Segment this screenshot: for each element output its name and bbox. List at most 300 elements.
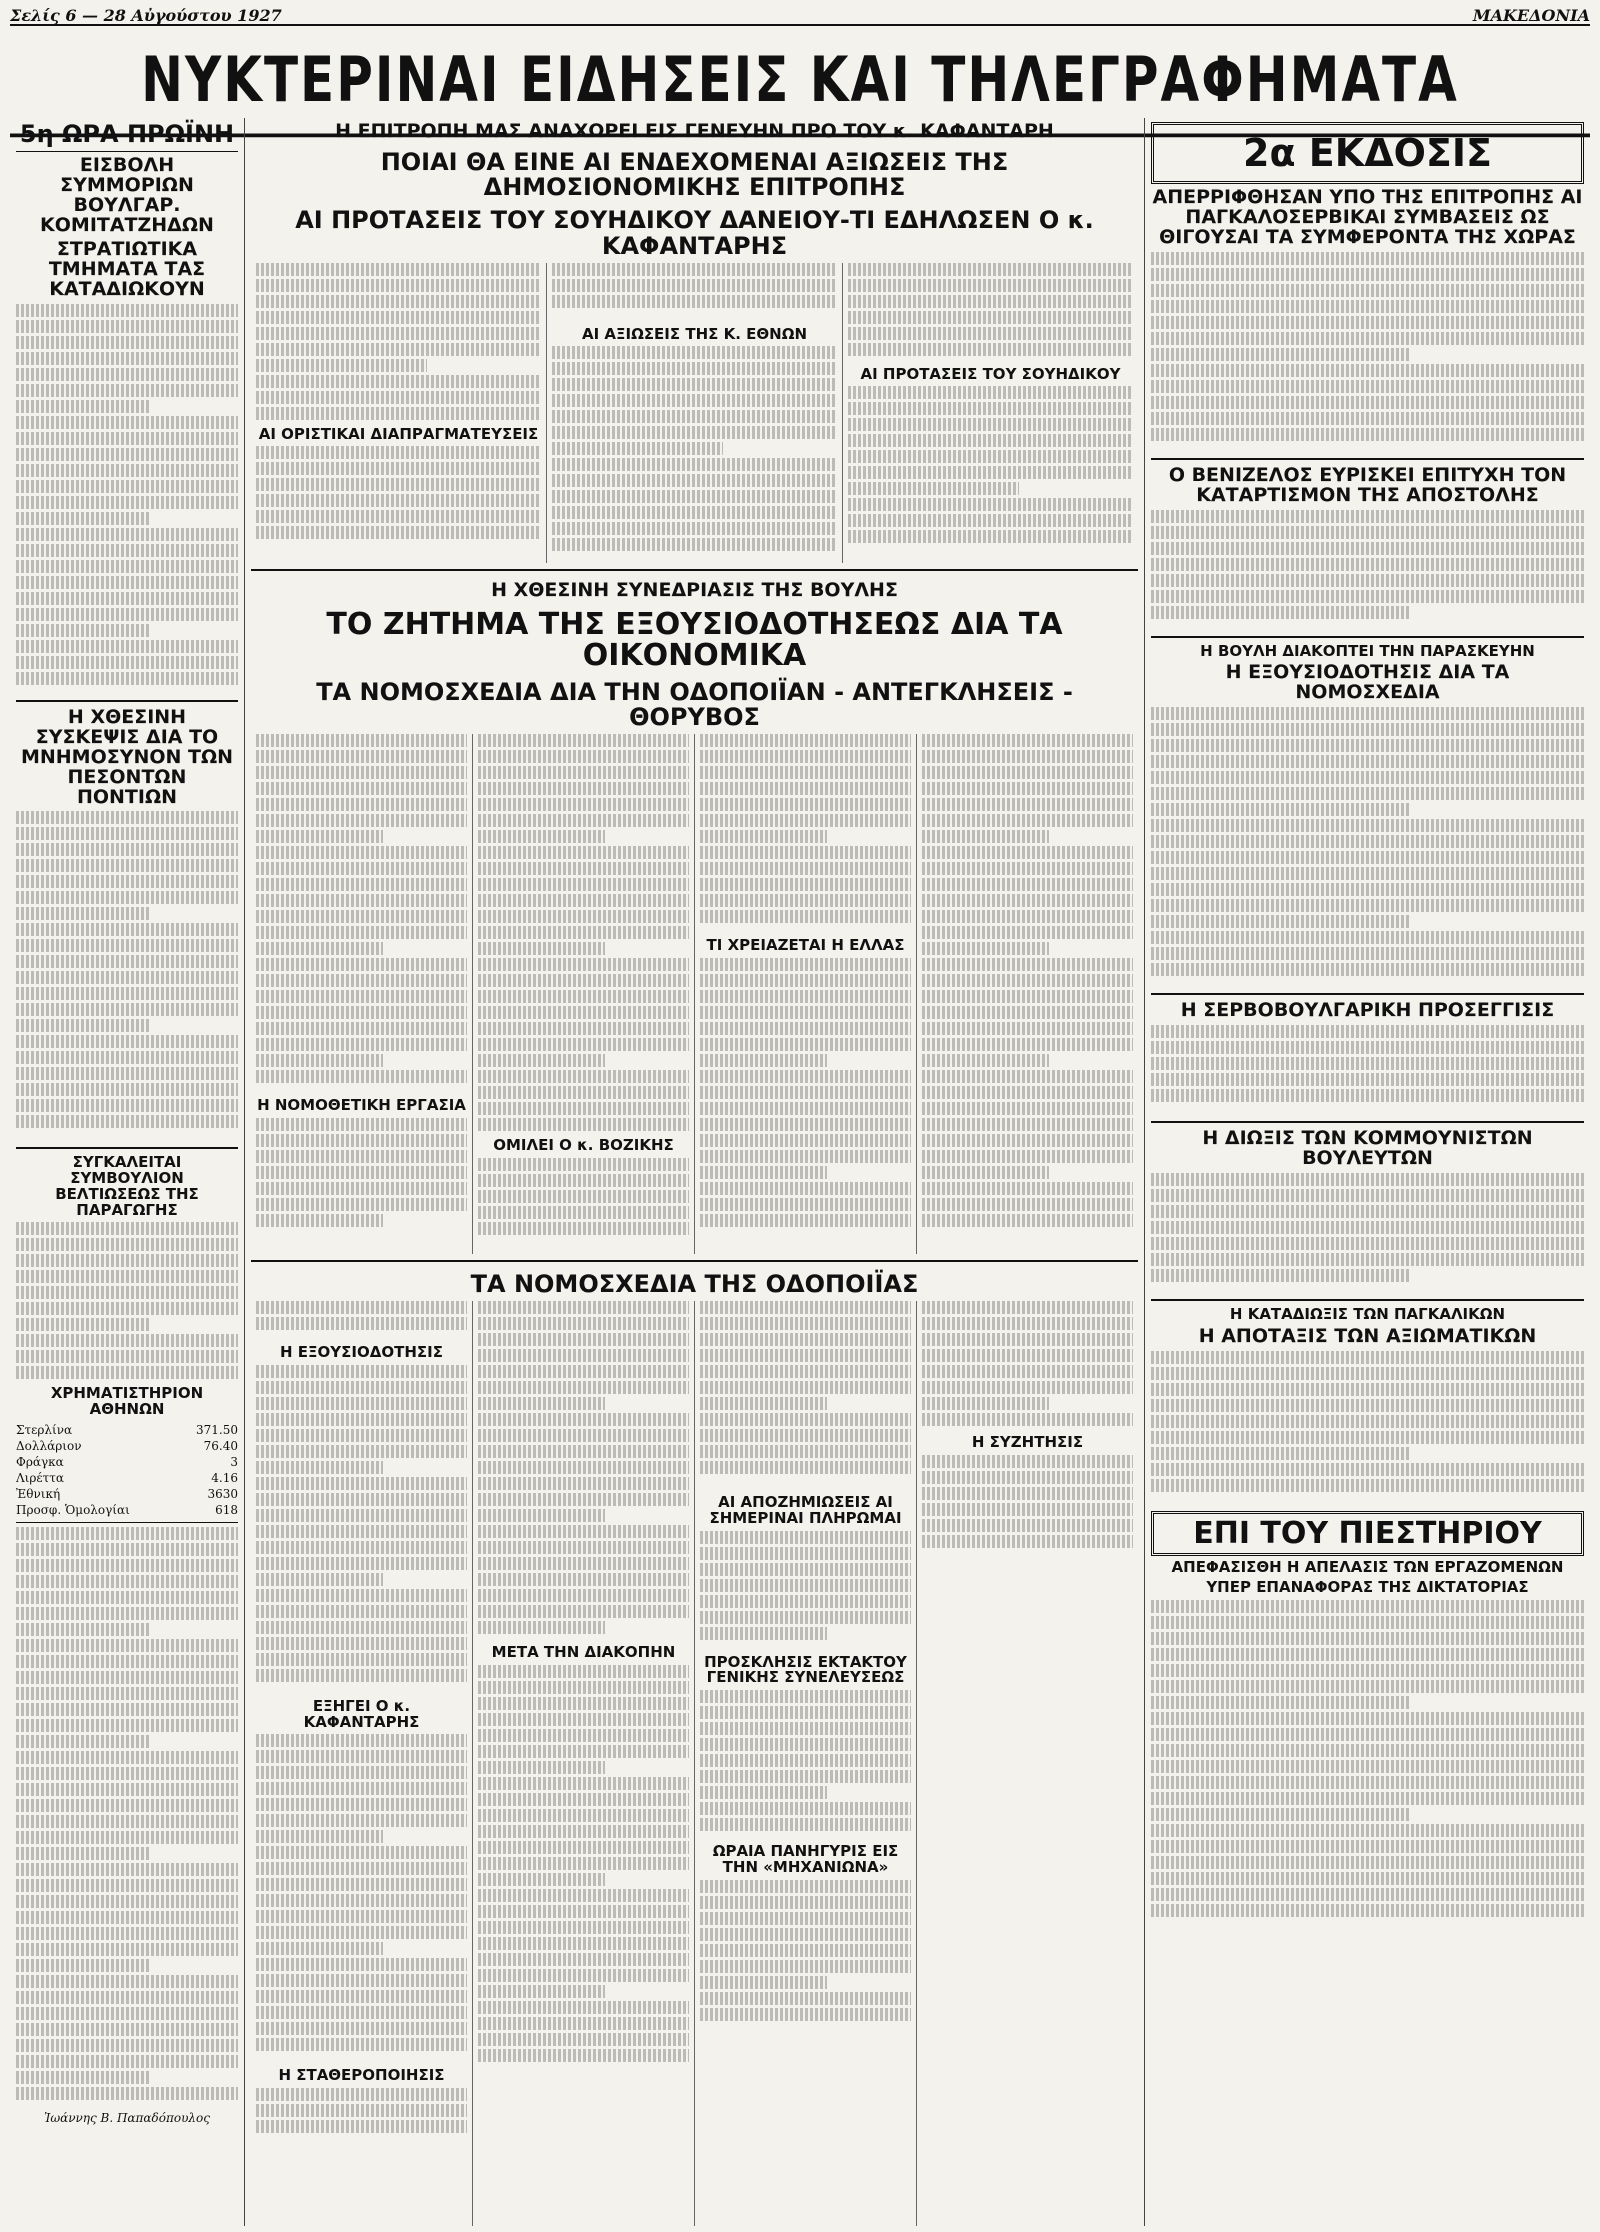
text-line	[256, 2022, 467, 2035]
text-line	[478, 1461, 689, 1474]
text-line	[256, 830, 383, 843]
text-line	[700, 1038, 911, 1051]
text-line	[1151, 1776, 1584, 1789]
text-line	[478, 766, 689, 779]
text-line	[256, 327, 541, 340]
text-line	[1151, 931, 1584, 944]
text-line	[922, 1070, 1133, 1083]
text-line	[1151, 1189, 1584, 1202]
text-line	[700, 1445, 911, 1458]
text-line	[478, 1022, 689, 1035]
text-line	[1151, 803, 1411, 816]
stock-name: Λιρέττα	[16, 1470, 65, 1485]
text-line	[16, 827, 238, 840]
text-line	[1151, 1463, 1584, 1476]
text-line	[700, 990, 911, 1003]
text-line	[16, 1099, 238, 1112]
text-line	[256, 1429, 467, 1442]
text-line	[1151, 380, 1584, 393]
text-line	[848, 295, 1133, 308]
text-line	[922, 1150, 1133, 1163]
article-body	[1151, 707, 1584, 987]
text-line	[478, 1841, 689, 1854]
text-line	[1151, 316, 1584, 329]
hour-headline: 5η ΩΡΑ ΠΡΩΪΝΗ	[19, 120, 235, 148]
text-line	[1151, 396, 1584, 409]
left-headline-2: ΣΤΡΑΤΙΩΤΙΚΑ ΤΜΗΜΑΤΑ ΤΑΣ ΚΑΤΑΔΙΩΚΟΥΝ	[48, 237, 206, 300]
text-line	[1151, 1173, 1584, 1186]
text-line	[1151, 1664, 1584, 1677]
text-line	[256, 1006, 467, 1019]
text-line	[478, 1681, 689, 1694]
text-line	[1151, 1680, 1584, 1693]
text-line	[16, 2023, 238, 2036]
text-line	[256, 1734, 467, 1747]
text-line	[256, 1878, 467, 1891]
text-line	[922, 1022, 1133, 1035]
text-line	[1151, 300, 1584, 313]
text-line	[256, 1022, 467, 1035]
article-body	[16, 304, 238, 694]
left-headline-4: ΣΥΓΚΑΛΕΙΤΑΙ ΣΥΜΒΟΥΛΙΟΝ ΒΕΛΤΙΩΣΕΩΣ ΤΗΣ ΠΑΡΑΓΩΓΗΣ	[55, 1153, 199, 1219]
text-line	[1151, 268, 1584, 281]
text-line	[922, 910, 1133, 923]
text-line	[16, 1575, 238, 1588]
text-line	[16, 1019, 149, 1032]
text-line	[256, 1894, 467, 1907]
text-line	[256, 910, 467, 923]
text-line	[478, 1429, 689, 1442]
text-line	[552, 279, 837, 292]
text-line	[700, 1912, 911, 1925]
text-line	[16, 1943, 238, 1956]
text-line	[1151, 1712, 1584, 1725]
text-line	[700, 1928, 911, 1941]
text-line	[16, 608, 238, 621]
text-line	[700, 1317, 911, 1330]
text-line	[478, 1317, 689, 1330]
text-line	[256, 958, 467, 971]
text-line	[16, 1703, 238, 1716]
text-line	[1151, 606, 1411, 619]
text-line	[700, 1086, 911, 1099]
text-line	[478, 1937, 689, 1950]
subhead: ΜΕΤΑ ΤΗΝ ΔΙΑΚΟΠΗΝ	[491, 1643, 676, 1662]
subhead: ΕΞΗΓΕΙ Ο κ. ΚΑΦΑΝΤΑΡΗΣ	[303, 1696, 420, 1731]
stock-row	[16, 1502, 238, 1518]
text-line	[256, 1605, 467, 1618]
text-line	[700, 878, 911, 891]
text-line	[700, 798, 911, 811]
text-line	[256, 782, 467, 795]
text-line	[700, 1722, 911, 1735]
text-line	[16, 1639, 238, 1652]
text-line	[922, 782, 1133, 795]
text-line	[16, 368, 238, 381]
text-line	[478, 1905, 689, 1918]
text-line	[256, 1958, 467, 1971]
text-line	[16, 1623, 149, 1636]
text-line	[552, 346, 837, 359]
text-line	[1151, 1616, 1584, 1629]
text-line	[478, 814, 689, 827]
text-line	[478, 1222, 689, 1235]
text-line	[700, 814, 911, 827]
text-line	[16, 384, 238, 397]
text-line	[848, 327, 1133, 340]
text-line	[16, 1719, 238, 1732]
text-line	[700, 1413, 911, 1426]
text-line	[478, 1038, 689, 1051]
text-line	[1151, 1808, 1411, 1821]
text-line	[478, 1589, 689, 1602]
article-body	[1151, 510, 1584, 630]
text-line	[256, 295, 541, 308]
right-column	[1145, 118, 1590, 2226]
text-line	[848, 311, 1133, 324]
text-line	[552, 362, 837, 375]
right-headline-2: Ο ΒΕΝΙΖΕΛΟΣ ΕΥΡΙΣΚΕΙ ΕΠΙΤΥΧΗ ΤΟΝ ΚΑΤΑΡΤΙΣΜΟΝ ΤΗΣ ΑΠΟΣΤΟΛΗΣ	[1168, 463, 1567, 506]
text-line	[478, 1413, 689, 1426]
text-line	[1151, 1744, 1584, 1757]
text-line	[700, 1198, 911, 1211]
text-line	[1151, 1253, 1584, 1266]
text-line	[16, 352, 238, 365]
text-line	[848, 434, 1133, 447]
text-line	[256, 359, 427, 372]
text-line	[16, 971, 238, 984]
text-line	[478, 1697, 689, 1710]
text-line	[848, 418, 1133, 431]
text-line	[478, 1921, 689, 1934]
text-line	[16, 859, 238, 872]
text-line	[16, 891, 238, 904]
text-line	[16, 1334, 238, 1347]
text-line	[552, 442, 723, 455]
text-line	[922, 1166, 1049, 1179]
text-line	[16, 416, 238, 429]
text-line	[256, 526, 541, 539]
text-line	[256, 1166, 467, 1179]
right-headline-3: Η ΒΟΥΛΗ ΔΙΑΚΟΠΤΕΙ ΤΗΝ ΠΑΡΑΣΚΕΥΗΝ	[1200, 641, 1535, 660]
text-line	[16, 1559, 238, 1572]
text-line	[16, 1238, 238, 1251]
text-line	[256, 2120, 467, 2133]
text-line	[1151, 867, 1584, 880]
text-line	[478, 1118, 689, 1131]
left-headline-3: Η ΧΘΕΣΙΝΗ ΣΥΣΚΕΨΙΣ ΔΙΑ ΤΟ ΜΝΗΜΟΣΥΝΟΝ ΤΩΝ ΠΕΣΟΝΤΩΝ ΠΟΝΤΙΩΝ	[20, 705, 234, 808]
text-line	[478, 1349, 689, 1362]
text-line	[848, 263, 1133, 276]
text-line	[256, 1214, 383, 1227]
stock-name: Δολλάριον	[16, 1438, 82, 1453]
text-line	[16, 1543, 238, 1556]
text-line	[478, 2017, 689, 2030]
text-line	[256, 990, 467, 1003]
text-line	[16, 1671, 238, 1684]
text-line	[700, 1301, 911, 1314]
text-line	[700, 1579, 911, 1592]
text-line	[256, 446, 541, 459]
text-line	[922, 1054, 1049, 1067]
text-line	[700, 1461, 911, 1474]
stock-row	[16, 1470, 238, 1486]
text-line	[922, 734, 1133, 747]
text-line	[256, 1589, 467, 1602]
text-line	[552, 522, 837, 535]
text-line	[16, 432, 238, 445]
text-line	[256, 462, 541, 475]
text-line	[700, 1214, 911, 1227]
text-line	[1151, 1221, 1584, 1234]
text-line	[478, 1190, 689, 1203]
text-line	[256, 1493, 467, 1506]
text-line	[552, 538, 837, 551]
text-line	[922, 830, 1049, 843]
subhead: ΩΡΑΙΑ ΠΑΝΗΓΥΡΙΣ ΕΙΣ ΤΗΝ «ΜΗΧΑΝΙΩΝΑ»	[712, 1842, 899, 1876]
text-line	[478, 1381, 689, 1394]
stock-row	[16, 1486, 238, 1502]
text-line	[700, 1802, 911, 1815]
text-line	[256, 766, 467, 779]
text-line	[478, 1509, 605, 1522]
text-line	[256, 1990, 467, 2003]
text-line	[1151, 526, 1584, 539]
text-line	[700, 1531, 911, 1544]
text-line	[848, 498, 1133, 511]
text-line	[16, 1366, 238, 1379]
article-body	[16, 811, 238, 1141]
text-line	[700, 862, 911, 875]
text-line	[700, 1770, 911, 1783]
text-line	[16, 304, 238, 317]
stock-value: 4.16	[211, 1470, 238, 1485]
text-line	[256, 1846, 467, 1859]
text-line	[256, 1198, 467, 1211]
text-line	[478, 1969, 689, 1982]
text-line	[478, 1745, 689, 1758]
text-line	[16, 1115, 238, 1128]
text-line	[1151, 590, 1584, 603]
text-line	[848, 450, 1133, 463]
text-line	[16, 1687, 238, 1700]
subhead: ΑΙ ΠΡΟΤΑΣΕΙΣ ΤΟΥ ΣΟΥΗΔΙΚΟΥ	[860, 364, 1121, 383]
text-line	[16, 512, 149, 525]
text-line	[16, 1847, 149, 1860]
article-body	[1151, 1600, 1584, 1930]
text-line	[1151, 1399, 1584, 1412]
text-line	[478, 974, 689, 987]
text-line	[256, 407, 541, 420]
text-line	[478, 1985, 605, 1998]
text-line	[256, 1134, 467, 1147]
text-line	[1151, 542, 1584, 555]
text-line	[922, 1349, 1133, 1362]
text-line	[552, 506, 837, 519]
text-line	[256, 1573, 383, 1586]
text-line	[16, 560, 238, 573]
text-line	[16, 1767, 238, 1780]
text-line	[700, 894, 911, 907]
text-line	[16, 2055, 238, 2068]
text-line	[16, 875, 238, 888]
masthead: ΝΥΚΤΕΡΙΝΑΙ ΕΙΔΗΣΕΙΣ ΚΑΙ ΤΗΛΕΓΡΑΦΗΜΑΤΑ	[10, 26, 1590, 137]
text-line	[1151, 1632, 1584, 1645]
text-line	[478, 862, 689, 875]
text-line	[922, 862, 1133, 875]
text-line	[700, 846, 911, 859]
text-line	[1151, 963, 1584, 976]
text-line	[700, 2008, 911, 2021]
text-line	[16, 1607, 238, 1620]
text-line	[478, 1573, 689, 1586]
text-line	[16, 1318, 149, 1331]
text-line	[478, 1953, 689, 1966]
subhead: ΤΙ ΧΡΕΙΑΖΕΤΑΙ Η ΕΛΛΑΣ	[706, 936, 905, 954]
text-line	[700, 1627, 827, 1640]
text-line	[700, 1706, 911, 1719]
text-line	[922, 1365, 1133, 1378]
stock-value: 371.50	[196, 1422, 238, 1437]
text-line	[16, 1302, 238, 1315]
text-line	[478, 1873, 605, 1886]
text-line	[922, 798, 1133, 811]
text-line	[1151, 787, 1584, 800]
text-line	[256, 846, 467, 859]
right-headline-7: Η ΚΑΤΑΔΙΩΞΙΣ ΤΩΝ ΠΑΓΚΑΛΙΚΩΝ	[1229, 1305, 1506, 1324]
article-body	[1151, 252, 1584, 452]
press-headline-3: ΥΠΕΡ ΕΠΑΝΑΦΟΡΑΣ ΤΗΣ ΔΙΚΤΑΤΟΡΙΑΣ	[1206, 1578, 1529, 1597]
text-line	[1151, 1383, 1584, 1396]
text-line	[16, 544, 238, 557]
text-line	[478, 1541, 689, 1554]
text-line	[700, 1595, 911, 1608]
article-body	[1151, 1173, 1584, 1293]
text-line	[1151, 510, 1584, 523]
text-line	[256, 814, 467, 827]
text-line	[256, 1070, 467, 1083]
text-line	[16, 1927, 238, 1940]
text-line	[922, 1006, 1133, 1019]
text-line	[922, 990, 1133, 1003]
text-line	[478, 1445, 689, 1458]
text-line	[700, 1992, 911, 2005]
text-line	[1151, 1872, 1584, 1885]
text-line	[700, 734, 911, 747]
text-line	[1151, 947, 1584, 960]
text-line	[16, 1035, 238, 1048]
text-line	[478, 942, 605, 955]
text-line	[16, 1751, 238, 1764]
text-line	[700, 1547, 911, 1560]
text-line	[848, 402, 1133, 415]
text-line	[256, 734, 467, 747]
text-line	[1151, 835, 1584, 848]
text-line	[1151, 1041, 1584, 1054]
text-line	[16, 656, 238, 669]
text-line	[922, 766, 1133, 779]
text-line	[700, 1754, 911, 1767]
text-line	[256, 1637, 467, 1650]
center-column	[245, 118, 1145, 2226]
text-line	[700, 1022, 911, 1035]
text-line	[1151, 1479, 1584, 1492]
text-line	[1151, 574, 1584, 587]
text-line	[256, 510, 541, 523]
text-line	[478, 2001, 689, 2014]
text-line	[1151, 1447, 1411, 1460]
text-line	[256, 1054, 383, 1067]
text-line	[478, 1365, 689, 1378]
text-line	[16, 1003, 238, 1016]
text-line	[552, 426, 837, 439]
text-line	[16, 320, 238, 333]
text-line	[256, 1621, 467, 1634]
article-body	[16, 1222, 238, 1382]
stock-name: Στερλίνα	[16, 1422, 73, 1437]
text-line	[1151, 1760, 1584, 1773]
text-line	[256, 1750, 467, 1763]
text-line	[1151, 915, 1411, 928]
text-line	[700, 1880, 911, 1893]
text-line	[256, 2038, 467, 2051]
text-line	[478, 1665, 689, 1678]
text-line	[478, 1857, 689, 1870]
text-line	[1151, 1824, 1584, 1837]
text-line	[256, 942, 383, 955]
text-line	[256, 1445, 467, 1458]
text-line	[478, 1889, 689, 1902]
text-line	[256, 1862, 467, 1875]
text-line	[1151, 707, 1584, 720]
text-line	[1151, 1205, 1584, 1218]
text-line	[256, 1798, 467, 1811]
text-line	[16, 1895, 238, 1908]
text-line	[256, 1926, 467, 1939]
text-line	[700, 750, 911, 763]
text-line	[552, 458, 837, 471]
text-line	[478, 1397, 605, 1410]
text-line	[16, 1286, 238, 1299]
text-line	[922, 1487, 1133, 1500]
center-headline-1: Η ΕΠΙΤΡΟΠΗ ΜΑΣ ΑΝΑΧΩΡΕΙ ΕΙΣ ΓΕΝΕΥΗΝ ΠΡΟ ΤΟΥ κ. ΚΑΦΑΝΤΑΡΗ	[335, 120, 1054, 142]
right-headline-8: Η ΑΠΟΤΑΞΙΣ ΤΩΝ ΑΞΙΩΜΑΤΙΚΩΝ	[1198, 1324, 1537, 1347]
text-line	[922, 1038, 1133, 1051]
text-line	[478, 1557, 689, 1570]
text-line	[922, 1317, 1133, 1330]
text-line	[922, 1413, 1133, 1426]
center-articles-2	[251, 734, 1138, 1254]
subhead: Η ΝΟΜΟΘΕΤΙΚΗ ΕΡΓΑΣΙΑ	[257, 1096, 466, 1114]
text-line	[478, 1713, 689, 1726]
text-line	[478, 1825, 689, 1838]
text-line	[848, 466, 1133, 479]
text-line	[16, 1655, 238, 1668]
text-line	[478, 1086, 689, 1099]
text-line	[700, 958, 911, 971]
center-headline-6: ΤΑ ΝΟΜΟΣΧΕΔΙΑ ΔΙΑ ΤΗΝ ΟΔΟΠΟΙΪΑΝ - ΑΝΤΕΓΚΛΗΣΕΙΣ - ΘΟΡΥΒΟΣ	[316, 677, 1073, 731]
text-line	[256, 750, 467, 763]
text-line	[16, 592, 238, 605]
text-line	[552, 295, 837, 308]
text-line	[256, 798, 467, 811]
text-line	[16, 987, 238, 1000]
text-line	[1151, 1600, 1584, 1613]
center-headline-4: Η ΧΘΕΣΙΝΗ ΣΥΝΕΔΡΙΑΣΙΣ ΤΗΣ ΒΟΥΛΗΣ	[491, 578, 898, 601]
text-line	[1151, 1057, 1584, 1070]
text-line	[700, 1381, 911, 1394]
text-line	[700, 1054, 827, 1067]
